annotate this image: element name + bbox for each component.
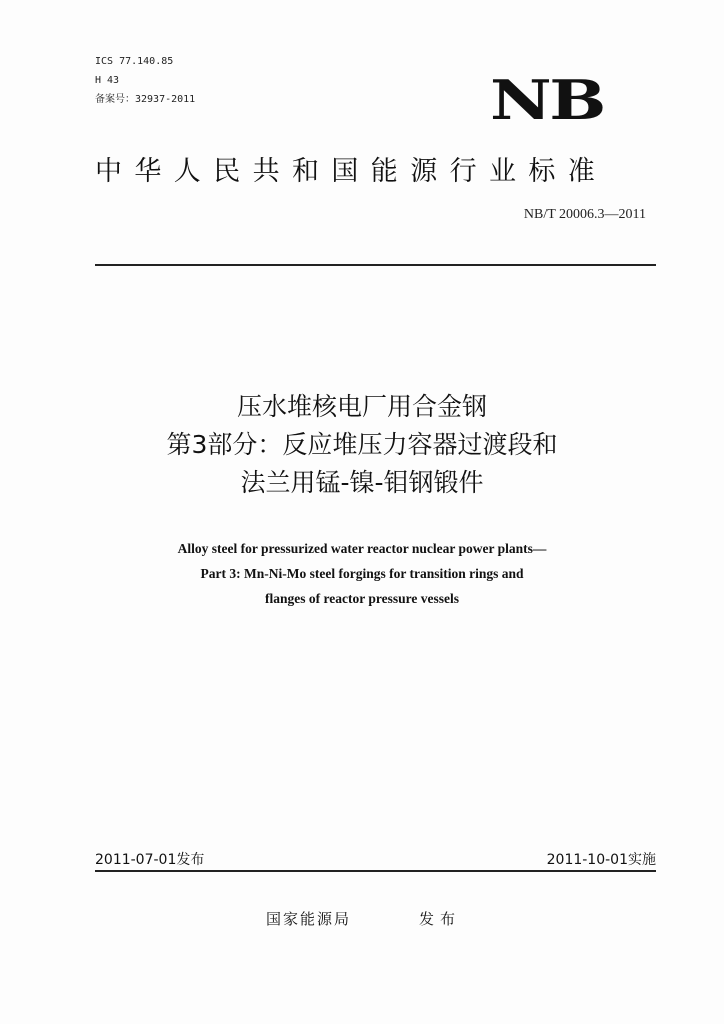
english-title-line-1: Alloy steel for pressurized water reactor nuclear power plants— <box>177 541 547 556</box>
header-divider <box>95 264 656 266</box>
issue-date: 2011-07-01发布 <box>95 852 205 868</box>
english-title-line-2: Part 3: Mn-Ni-Mo steel forgings for transition rings and <box>200 566 524 581</box>
standard-title: 中华人民共和国能源行业标准 <box>95 156 608 187</box>
nb-logo: NB <box>490 68 604 132</box>
filing-number: 备案号：32937-2011 <box>95 94 196 105</box>
ics-code: ICS 77.140.85 <box>95 56 174 67</box>
english-title-line-3: flanges of reactor pressure vessels <box>265 591 459 606</box>
english-title <box>0 536 724 611</box>
chinese-title <box>0 388 724 502</box>
footer-divider <box>95 870 656 872</box>
chinese-title-line-1: 压水堆核电厂用合金钢 <box>236 392 487 421</box>
chinese-title-line-3: 法兰用锰-镍-钼钢锻件 <box>240 468 484 497</box>
classification-code: H 43 <box>95 75 120 86</box>
issuing-action: 发布 <box>419 910 462 928</box>
document-metadata <box>95 52 195 109</box>
implementation-date: 2011-10-01实施 <box>546 852 656 868</box>
chinese-title-line-2: 第3部分：反应堆压力容器过渡段和 <box>166 430 558 459</box>
standard-number: NB/T 20006.3—2011 <box>523 207 646 222</box>
issuing-authority: 国家能源局 <box>266 910 352 928</box>
